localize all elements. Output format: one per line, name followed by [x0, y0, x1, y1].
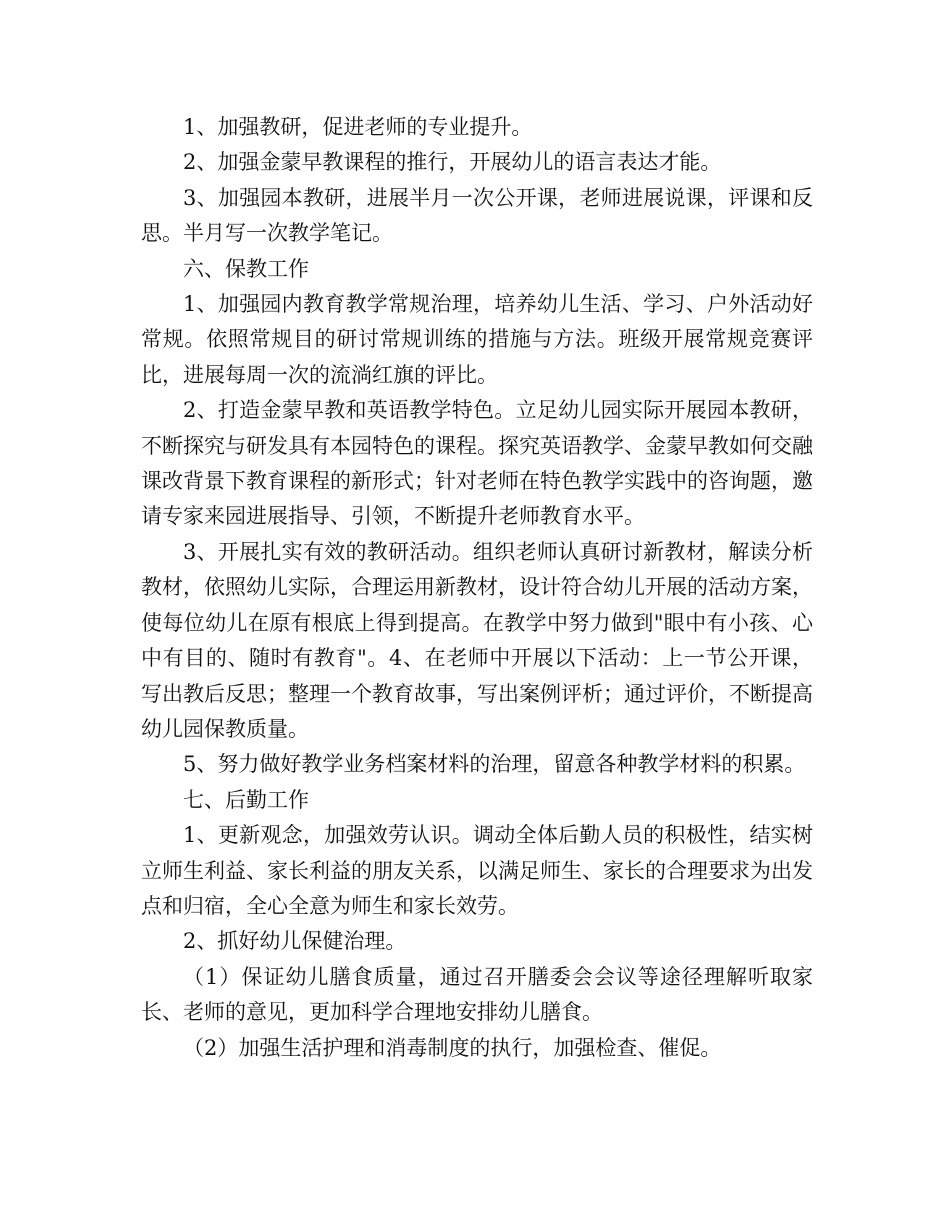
section-heading: 六、保教工作: [183, 256, 309, 281]
paragraph: 3、开展扎实有效的教研活动。组织老师认真研讨新教材，解读分析教材，依照幼儿实际，合理运用新教材，设计符合幼儿开展的活动方案，使每位幼儿在原有根底上得到提高。在教学中努力做到"眼中有小孩、心中有目的、随时有教育"。4、在老师中开展以下活动：上一节公开课，写出教后反思；整理一个教育故事，写出案例评析；通过评价，不断提高幼儿园保教质量。: [141, 539, 813, 741]
section-heading: 七、后勤工作: [183, 787, 309, 812]
paragraph: 2、打造金蒙早教和英语教学特色。立足幼儿园实际开展园本教研，不断探究与研发具有本园特色的课程。探究英语教学、金蒙早教如何交融课改背景下教育课程的新形式；针对老师在特色教学实践中的咨询题，邀请专家来园进展指导、引领，不断提升老师教育水平。: [141, 398, 813, 529]
paragraph: 5、努力做好教学业务档案材料的治理，留意各种教学材料的积累。: [183, 752, 806, 777]
paragraph: 2、加强金蒙早教课程的推行，开展幼儿的语言表达才能。: [183, 150, 722, 175]
paragraph: 2、抓好幼儿保健治理。: [183, 929, 407, 954]
paragraph: 3、加强园本教研，进展半月一次公开课，老师进展说课，评课和反思。半月写一次教学笔记。: [141, 185, 813, 246]
sub-paragraph: （1）保证幼儿膳食质量，通过召开膳委会会议等途径理解听取家长、老师的意见，更加科学合理地安排幼儿膳食。: [141, 964, 813, 1025]
paragraph: 1、更新观念，加强效劳认识。调动全体后勤人员的积极性，结实树立师生利益、家长利益的朋友关系，以满足师生、家长的合理要求为出发点和归宿，全心全意为师生和家长效劳。: [141, 823, 813, 918]
sub-paragraph: （2）加强生活护理和消毒制度的执行，加强检查、催促。: [183, 1035, 722, 1060]
paragraph: 1、加强教研，促进老师的专业提升。: [183, 115, 533, 139]
paragraph: 1、加强园内教育教学常规治理，培养幼儿生活、学习、户外活动好常规。依照常规目的研讨常规训练的措施与方法。班级开展常规竞赛评比，进展每周一次的流淌红旗的评比。: [141, 292, 813, 387]
document-body: [141, 110, 813, 1066]
